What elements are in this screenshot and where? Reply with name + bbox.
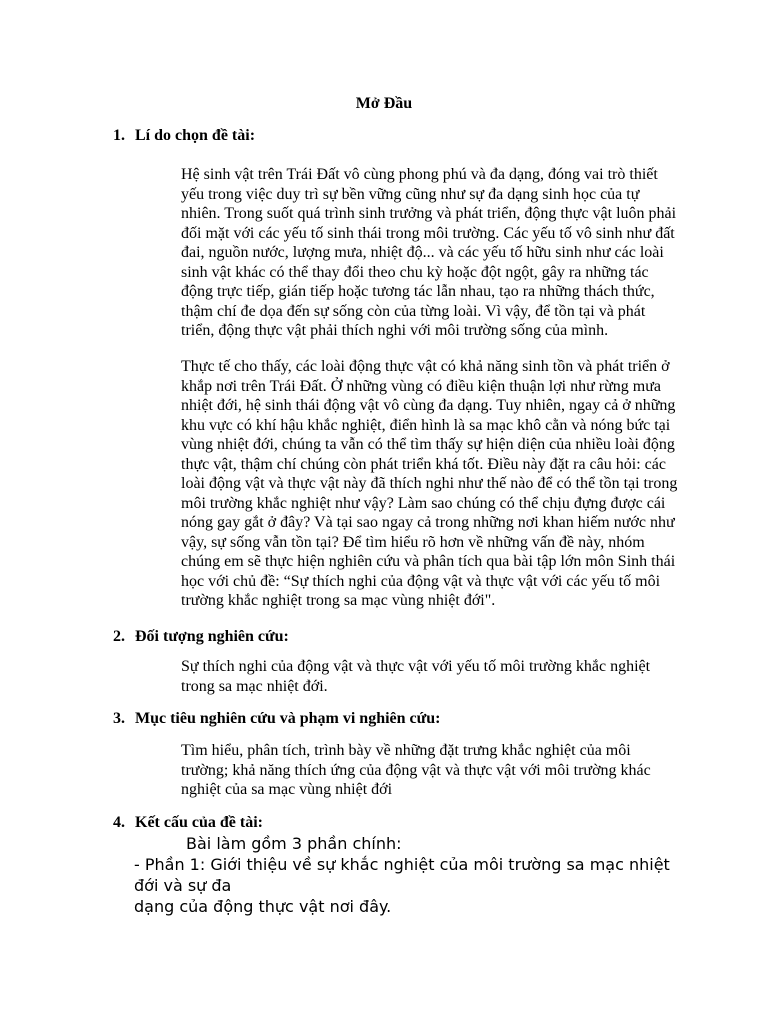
- section-title-4: Kết cấu của đề tài:: [135, 814, 263, 831]
- paragraph-text: Tìm hiểu, phân tích, trình bày về những đặt trưng khắc nghiệt của môi trường; khả năng thích ứng của động vật và thực vật với môi trường khác nghiệt của sa mạc vùng nhiệt đới: [181, 742, 651, 798]
- paragraph-text: Sự thích nghi của động vật và thực vật với yếu tố môi trường khắc nghiệt trong sa mạc nhiệt đới.: [181, 658, 651, 695]
- paragraph-text: Hệ sinh vật trên Trái Đất vô cùng phong phú và đa dạng, đóng vai trò thiết yếu trong việc duy trì sự bền vững cũng như sự đa dạng sinh học của tự nhiên. Trong suốt quá trình sinh trưởng và phát triển, động thực vật luôn phải đối mặt với các yếu tố sinh thái trong môi trường. Các yếu tố vô sinh như đất đai, nguồn nước, lượng mưa, nhiệt độ... và các yếu tố hữu sinh như các loài sinh vật khác có thể thay đổi theo chu kỳ hoặc đột ngột, gây ra những tác động trực tiếp, gián tiếp hoặc tương tác lẫn nhau, tạo ra những thách thức, thậm chí đe dọa đến sự sống còn của từng loài. Vì vậy, để tồn tại và phát triển, động thực vật phải thích nghi với môi trường sống của mình.: [181, 166, 677, 339]
- section-4-content: [134, 833, 674, 917]
- section-heading-1: [113, 126, 255, 146]
- structure-line-3: dạng của động thực vật nơi đây.: [134, 897, 392, 916]
- section-title-3: Mục tiêu nghiên cứu và phạm vi nghiên cứu:: [135, 710, 441, 727]
- section-1-paragraph-2: [136, 357, 680, 611]
- section-1-paragraph-1: [136, 165, 680, 341]
- document-title: Mở Đầu: [355, 95, 413, 112]
- section-heading-2: [113, 627, 289, 647]
- structure-line-1: Bài làm gồm 3 phần chính:: [186, 834, 402, 853]
- paragraph-text: Thực tế cho thấy, các loài động thực vật có khả năng sinh tồn và phát triển ở khắp nơi trên Trái Đất. Ở những vùng có điều kiện thuận lợi như rừng mưa nhiệt đới, hệ sinh thái động vật vô cùng đa dạng. Tuy nhiên, ngay cả ở những khu vực có khí hậu khắc nghiệt, điển hình là sa mạc khô cằn và nóng bức tại vùng nhiệt đới, chúng ta vẫn có thể tìm thấy sự hiện diện của nhiều loài động thực vật, thậm chí chúng còn phát triển khá tốt. Điều này đặt ra câu hỏi: các loài động vật và thực vật này đã thích nghi như thế nào để có thể tồn tại trong môi trường khắc nghiệt như vậy? Làm sao chúng có thể chịu đựng được cái nóng gay gắt ở đây? Và tại sao ngay cả trong những nơi khan hiếm nước như vậy, sự sống vẫn tồn tại? Để tìm hiểu rõ hơn về những vấn đề này, nhóm chúng em sẽ thực hiện nghiên cứu và phân tích qua bài tập lớn môn Sinh thái học với chủ đề: “Sự thích nghi của động vật và thực vật với các yếu tố môi trường khắc nghiệt trong sa mạc vùng nhiệt đới".: [181, 358, 678, 609]
- section-2-paragraph-1: [136, 657, 680, 696]
- section-title-2: Đối tượng nghiên cứu:: [135, 628, 289, 645]
- section-heading-4: [113, 813, 263, 833]
- section-number-1: 1.: [113, 127, 125, 144]
- section-number-4: 4.: [113, 814, 125, 831]
- section-number-3: 3.: [113, 710, 125, 727]
- section-3-paragraph-1: [136, 741, 680, 800]
- section-heading-3: [113, 709, 440, 729]
- section-title-1: Lí do chọn đề tài:: [135, 127, 256, 144]
- section-number-2: 2.: [113, 628, 125, 645]
- structure-line-2: - Phần 1: Giới thiệu về sự khắc nghiệt của môi trường sa mạc nhiệt đới và sự đa: [134, 855, 670, 895]
